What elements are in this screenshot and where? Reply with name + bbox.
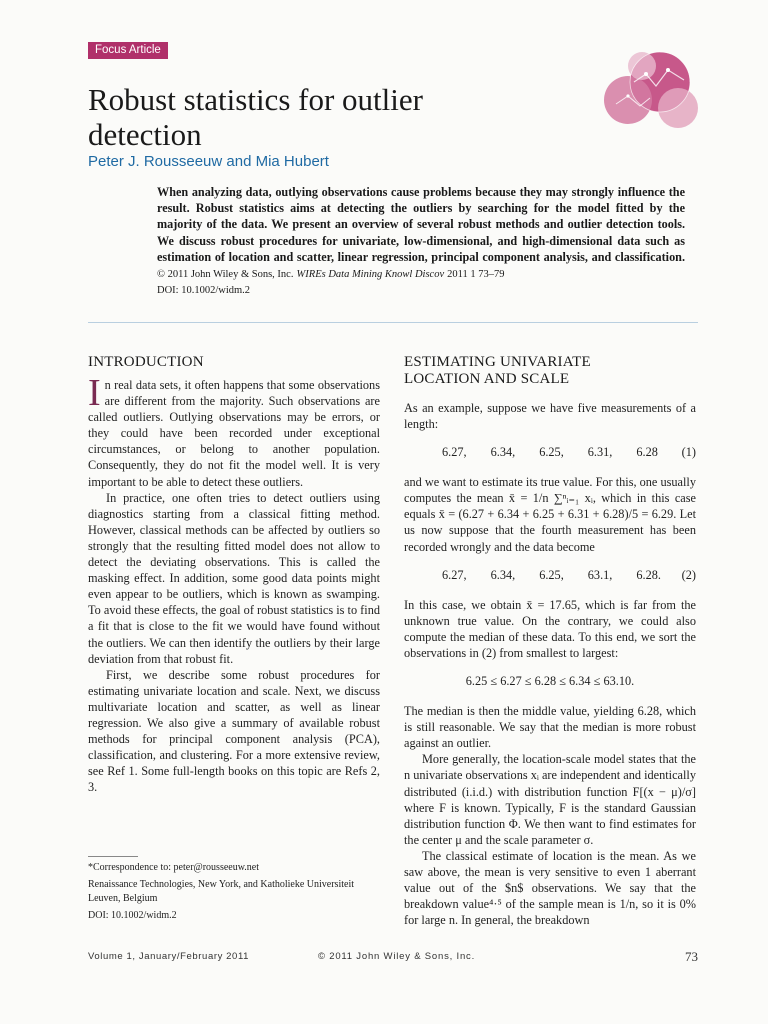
abstract-copyright: © 2011 John Wiley & Sons, Inc. — [157, 269, 294, 281]
page-footer — [88, 951, 698, 967]
article-type-badge: Focus Article — [88, 42, 168, 59]
equation-2-number: (2) — [681, 567, 696, 582]
footnote-affiliation: Renaissance Technologies, New York, and Katholieke Universiteit Leuven, Belgium — [88, 879, 355, 904]
right-column — [404, 354, 696, 928]
equation-value: 6.28. — [636, 567, 661, 582]
equation-value: 6.25, — [539, 567, 564, 582]
estimating-paragraph-1: As an example, suppose we have five measurements of a length: — [404, 401, 696, 432]
equation-value: 6.31, — [587, 445, 613, 460]
abstract-doi: DOI: 10.1002/widm.2 — [157, 285, 251, 297]
estimating-paragraph-6: The classical estimate of location is the mean. As we saw above, the mean is very sensitive to even 1 aberrant value out of the $n$ observations. We say that the breakdown value⁴·⁵ of the sample mean is 1/n, so it is 0% for large n. In general, the breakdown — [404, 848, 696, 928]
footer-volume: Volume 1, January/February 2011 — [88, 951, 250, 962]
equation-value: 6.25, — [539, 445, 564, 460]
equation-2 — [404, 567, 696, 583]
footnote-doi: DOI: 10.1002/widm.2 — [88, 910, 177, 921]
intro-paragraph-3: First, we describe some robust procedures for estimating univariate location and scale. Next, we discuss multivariate location and scatter, as well as linear regression. We also give a summary of available robust methods for principal component analysis (PCA), classification, and clustering. For a more extensive review, see Ref 1. Some full-length books on this topic are Refs 2, 3. — [88, 667, 380, 795]
footnote-correspondence: *Correspondence to: peter@rousseeuw.net — [88, 862, 260, 873]
equation-value: 6.27, — [442, 567, 467, 582]
equation-1-number: (1) — [681, 445, 696, 460]
journal-logo-icon — [598, 44, 708, 136]
equation-value: 6.28 — [636, 445, 658, 460]
intro-paragraph-1: In real data sets, it often happens that some observations are different from the majority. Such observations are called outliers. Outlying observations may be errors, or they could have been recorded under exceptional circumstances, or belong to another population. Consequently, they do not fit the model well. It is very important to be able to detect these outliers. — [88, 372, 380, 489]
authors: Peter J. Rousseeuw and Mia Hubert — [88, 153, 329, 170]
section-divider — [88, 322, 698, 323]
left-column — [88, 354, 380, 795]
footnote — [88, 856, 380, 926]
intro-paragraph-2: In practice, one often tries to detect outliers using diagnostics starting from a classical fitting method. However, classical methods can be affected by outliers so strongly that the resulting fitted model does not allow to detect the deviating observations. This is called the masking effect. In addition, some good data points might even appear to be outliers, which is known as swamping. To avoid these effects, the goal of robust statistics is to find a fit that is close to the fit we would have found without the outliers. We can then identify the outliers by their large deviation from that robust fit. — [88, 490, 380, 666]
equation-3: 6.25 ≤ 6.27 ≤ 6.28 ≤ 6.34 ≤ 63.10. — [465, 674, 635, 689]
estimating-heading — [404, 354, 696, 388]
equation-1 — [404, 444, 696, 460]
equation-value: 6.34, — [490, 445, 516, 460]
abstract-text: When analyzing data, outlying observations cause problems because they may strongly influence the result. Robust statistics aims at detecting the outliers by searching for the model fitted by the majority of the data. We present an overview of several robust methods and outlier detection tools. We discuss robust procedures for univariate, low-dimensional, and high-dimensional data such as estimation of location and scatter, linear regression, principal component analysis, and classification. — [157, 185, 685, 264]
estimating-paragraph-4: The median is then the middle value, yielding 6.28, which is still reasonable. We say that the median is more robust against an outlier. — [404, 704, 696, 751]
estimating-heading-line-2: LOCATION AND SCALE — [404, 371, 570, 387]
introduction-heading: INTRODUCTION — [88, 354, 204, 370]
equation-value: 6.27, — [442, 445, 467, 460]
footnote-rule — [88, 856, 138, 857]
equation-value: 63.1, — [587, 567, 613, 582]
equation-1-values — [442, 444, 658, 460]
footer-copyright: © 2011 John Wiley & Sons, Inc. — [318, 951, 476, 962]
equation-value: 6.34, — [490, 567, 516, 582]
estimating-heading-line-1: ESTIMATING UNIVARIATE — [404, 354, 591, 370]
estimating-paragraph-5: More generally, the location-scale model states that the n univariate observations xᵢ are independent and identically distributed (i.i.d.) with distribution function F[(x − μ)/σ] where F is known. Typically, F is the standard Gaussian distribution function Φ. We then want to find estimates for the center μ and the scale parameter σ. — [404, 752, 696, 847]
page-number: 73 — [685, 949, 698, 964]
estimating-paragraph-2: and we want to estimate its true value. For this, one usually computes the mean x̄ = 1/n ∑ⁿᵢ₌₁ xᵢ, which in this case equals x̄ = (6.27 + 6.34 + 6.25 + 6.31 + 6.28)/5 = 6.29. Let us now suppose that the fourth measurement has been recorded wrongly and the data become — [404, 475, 696, 554]
abstract-citation: 2011 1 73–79 — [447, 269, 505, 281]
estimating-paragraph-3: In this case, we obtain x̄ = 17.65, which is far from the unknown true value. On the contrary, we could also compute the median of these data. To this end, we sort the observations in (2) from smallest to largest: — [404, 597, 696, 660]
article-title: Robust statistics for outlier detection — [88, 82, 423, 152]
equation-2-values — [442, 567, 661, 583]
abstract — [157, 184, 685, 299]
abstract-journal: WIREs Data Mining Knowl Discov — [296, 269, 445, 281]
